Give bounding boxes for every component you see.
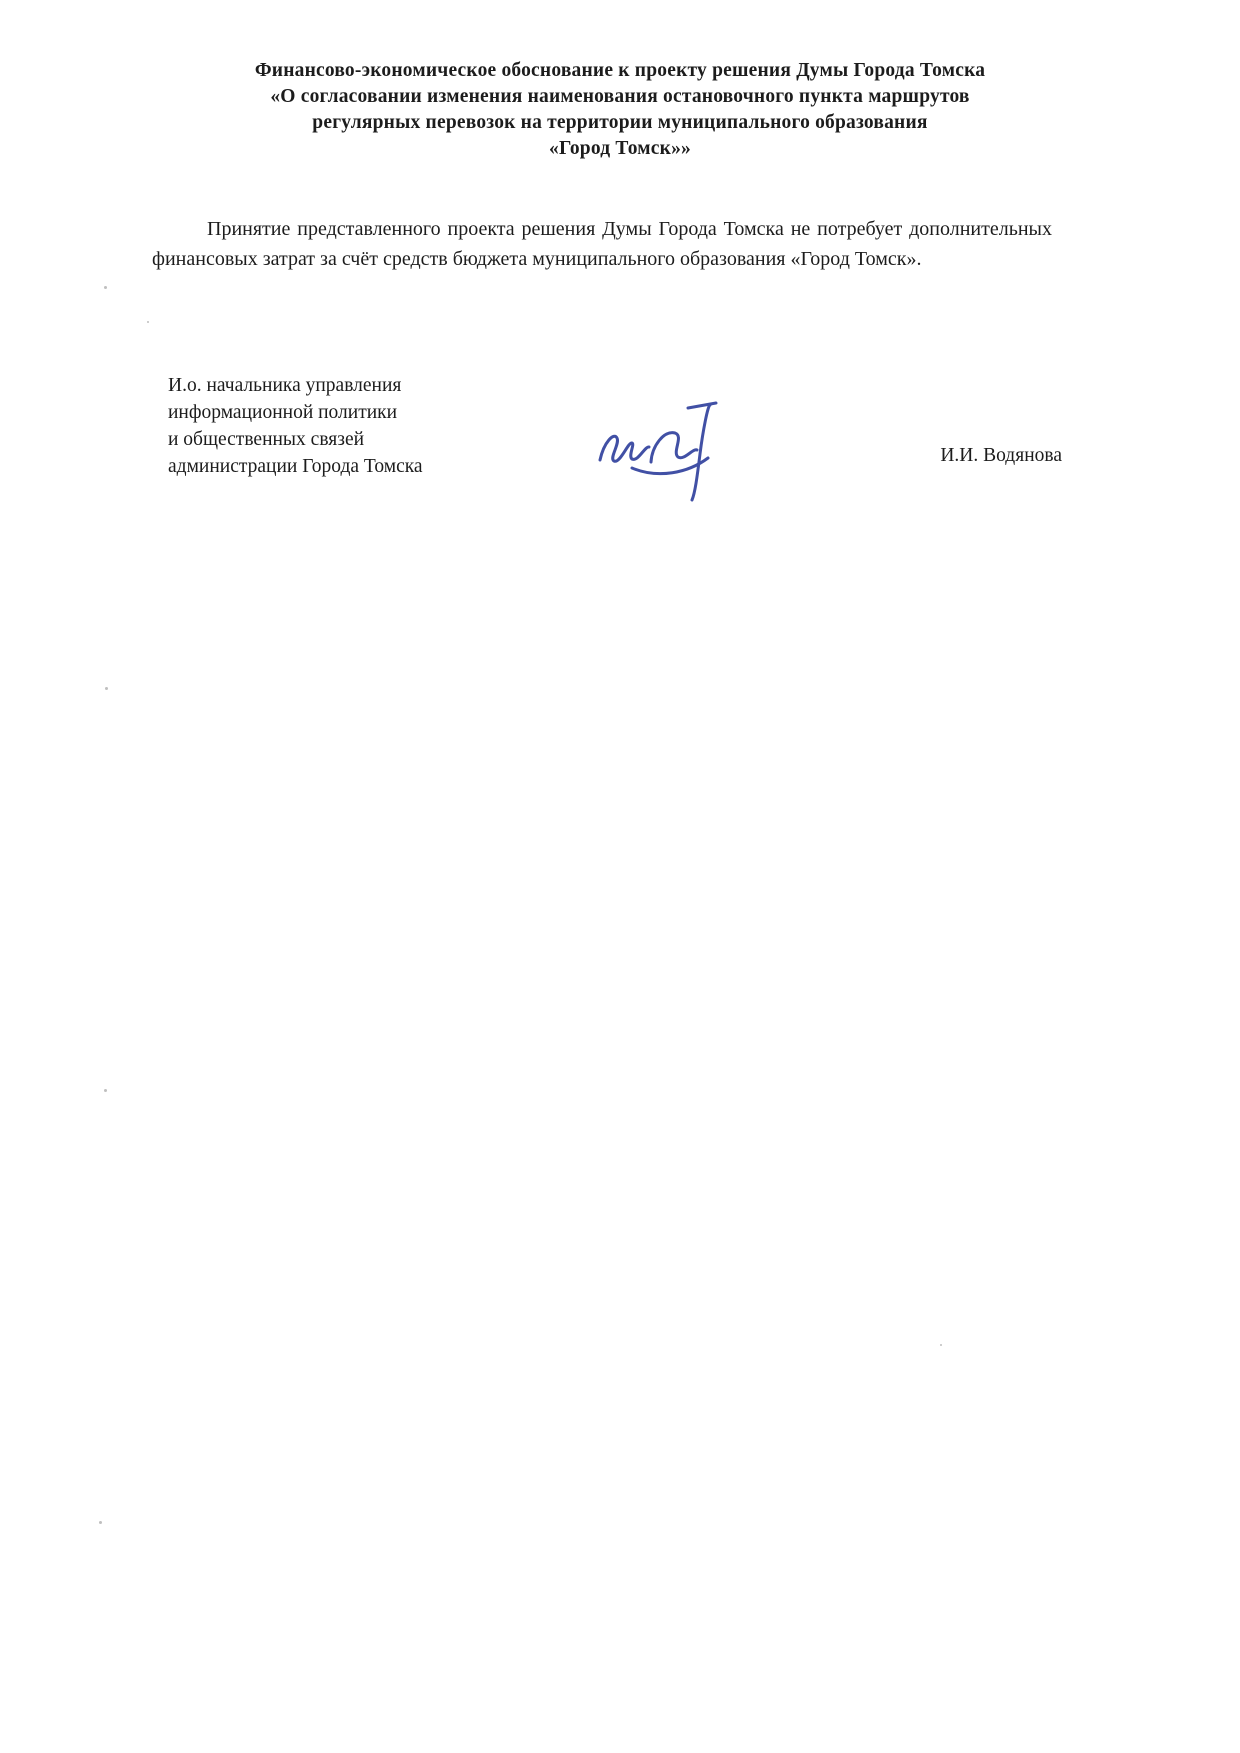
signature-block (168, 372, 1090, 512)
scan-speck (940, 1344, 942, 1346)
document-title-line: «О согласовании изменения наименования остановочного пункта маршрутов (270, 86, 970, 107)
signatory-position (168, 372, 423, 480)
handwritten-signature-icon (588, 396, 758, 508)
scan-speck (99, 1521, 102, 1524)
scan-speck (104, 286, 107, 289)
document-title-line: «Город Томск»» (549, 138, 691, 159)
document-title (120, 58, 1120, 162)
document-title-line: Финансово-экономическое обоснование к проекту решения Думы Города Томска (254, 60, 986, 81)
signatory-position-line: и общественных связей (168, 429, 365, 450)
signatory-name: И.И. Водянова (940, 445, 1062, 466)
signatory-position-line: И.о. начальника управления (168, 375, 402, 396)
document-title-line: регулярных перевозок на территории муниципального образования (312, 112, 928, 133)
scan-speck (105, 687, 108, 690)
body-paragraph: Принятие представленного проекта решения Думы Города Томска не потребует дополнительных финансовых затрат за счёт средств бюджета муниципального образования «Город Томск». (152, 218, 1052, 270)
signatory-position-line: администрации Города Томска (168, 456, 423, 477)
scan-speck (147, 321, 149, 323)
scan-speck (104, 1089, 107, 1092)
signatory-position-line: информационной политики (168, 402, 398, 423)
